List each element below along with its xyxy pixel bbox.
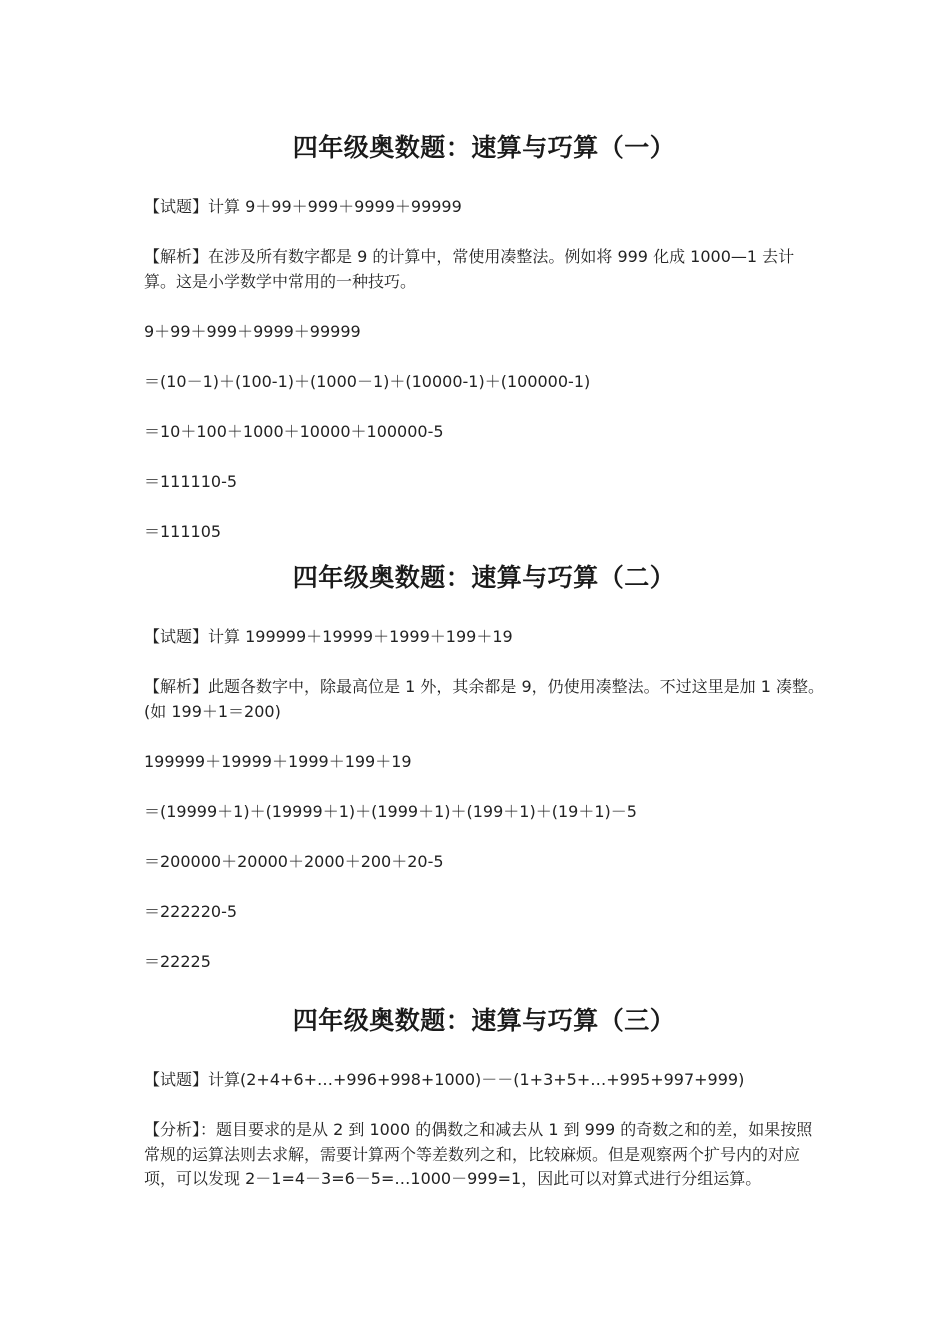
equation-step: ＝(10－1)＋(100-1)＋(1000－1)＋(10000-1)＋(100000-1) bbox=[144, 371, 591, 391]
problem-text: 【试题】计算 199999＋19999＋1999＋199＋19 bbox=[144, 627, 513, 646]
analysis-text: 【解析】此题各数字中，除最高位是 1 外，其余都是 9，仍使用凑整法。不过这里是加 1 凑整。(如 199＋1＝200) bbox=[144, 677, 824, 721]
equation-step: ＝200000＋20000＋2000＋200＋20-5 bbox=[144, 851, 444, 871]
section-title: 四年级奥数题：速算与巧算（二） bbox=[292, 563, 676, 592]
equation-step: 199999＋19999＋1999＋199＋19 bbox=[144, 751, 412, 771]
analysis-text: 【分析】：题目要求的是从 2 到 1000 的偶数之和减去从 1 到 999 的奇数之和的差，如果按照常规的运算法则去求解，需要计算两个等差数列之和，比较麻烦。但是观察两个扩号内的对应项，可以发现 2－1=4－3=6－5=…1000－999=1，因此可以对算式进行分组运算。 bbox=[144, 1120, 813, 1188]
problem-text: 【试题】计算(2+4+6+…+996+998+1000)－－(1+3+5+…+995+997+999) bbox=[144, 1070, 745, 1089]
problem-text: 【试题】计算 9＋99＋999＋9999＋99999 bbox=[144, 197, 462, 216]
equation-step: ＝111105 bbox=[144, 521, 222, 541]
equation-step: 9＋99＋999＋9999＋99999 bbox=[144, 321, 361, 341]
equation-step: ＝111110-5 bbox=[144, 471, 238, 491]
section-title: 四年级奥数题：速算与巧算（一） bbox=[292, 133, 676, 162]
document-body bbox=[144, 128, 824, 1192]
section-2 bbox=[144, 558, 824, 974]
equation-step: ＝222220-5 bbox=[144, 901, 238, 921]
equation-step: ＝(19999＋1)＋(19999＋1)＋(1999＋1)＋(199＋1)＋(19＋1)－5 bbox=[144, 801, 637, 821]
section-title: 四年级奥数题：速算与巧算（三） bbox=[292, 1006, 676, 1035]
section-3 bbox=[144, 1001, 824, 1192]
equation-step: ＝22225 bbox=[144, 951, 211, 971]
analysis-text: 【解析】在涉及所有数字都是 9 的计算中，常使用凑整法。例如将 999 化成 1000—1 去计算。这是小学数学中常用的一种技巧。 bbox=[144, 247, 795, 291]
section-1 bbox=[144, 128, 824, 544]
equation-step: ＝10＋100＋1000＋10000＋100000-5 bbox=[144, 421, 444, 441]
